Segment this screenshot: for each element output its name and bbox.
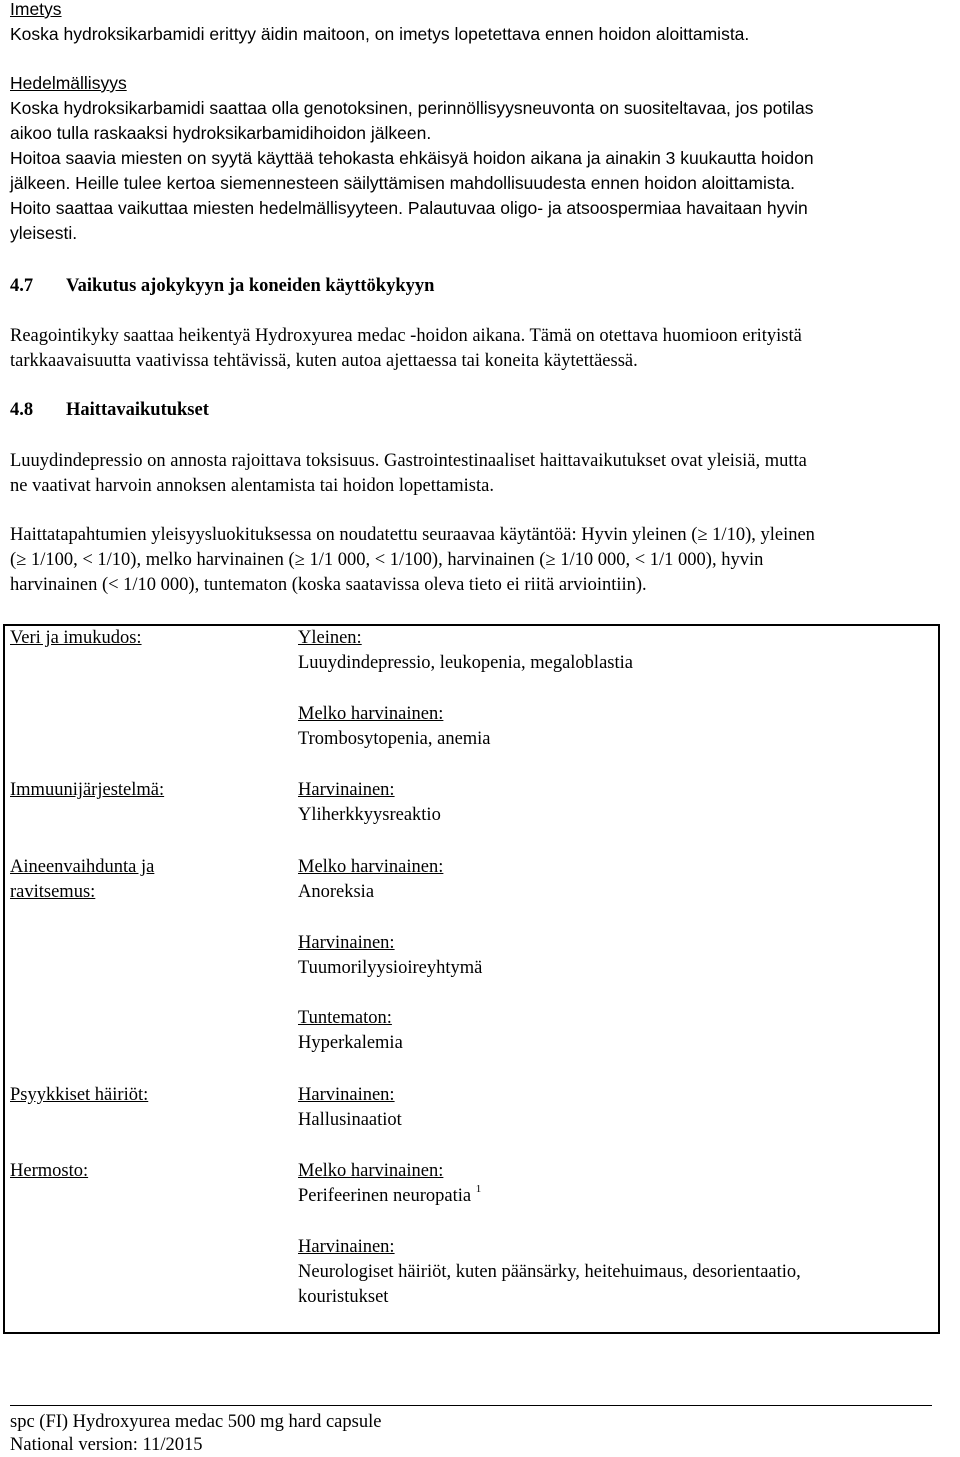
section-body-4-8-para1 xyxy=(10,449,955,499)
section-number: 4.8 xyxy=(10,400,34,420)
soc-label: Immuunijärjestelmä: xyxy=(10,780,165,800)
footer-version: National version: 11/2015 xyxy=(10,1435,203,1455)
paragraph-line: Koska hydroksikarbamidi erittyy äidin maitoon, on imetys lopetettava ennen hoidon aloittamista. xyxy=(10,24,750,44)
section-heading-4-8 xyxy=(10,398,209,423)
effects-blood-2 xyxy=(298,702,491,752)
frequency-label: Harvinainen: xyxy=(298,933,395,953)
effects-psychiatric xyxy=(298,1083,402,1133)
effects-metabolism xyxy=(298,855,443,905)
soc-psychiatric xyxy=(10,1083,148,1108)
effects-metabolism-3 xyxy=(298,1006,403,1056)
soc-label: ravitsemus: xyxy=(10,882,96,902)
paragraph-line: ne vaativat harvoin annoksen alentamista tai hoidon lopettamista. xyxy=(10,476,494,496)
section-title: Haittavaikutukset xyxy=(66,400,209,420)
paragraph-line: yleisesti. xyxy=(10,223,78,243)
frequency-label: Harvinainen: xyxy=(298,1237,395,1257)
effect-text: Anoreksia xyxy=(298,882,375,902)
effect-text: Tuumorilyysioireyhtymä xyxy=(298,958,483,978)
section-imetys xyxy=(10,0,955,47)
effect-text: kouristukset xyxy=(298,1287,389,1307)
effects-nervous xyxy=(298,1159,481,1209)
paragraph-line: Koska hydroksikarbamidi saattaa olla genotoksinen, perinnöllisyysneuvonta on suositeltavaa, jos potilas xyxy=(10,98,814,118)
frequency-label: Melko harvinainen: xyxy=(298,704,444,724)
section-title: Vaikutus ajokykyyn ja koneiden käyttökykyyn xyxy=(66,276,435,296)
effect-text: Hyperkalemia xyxy=(298,1033,403,1053)
paragraph-line: jälkeen. Heille tulee kertoa siemennesteen säilyttämisen mahdollisuudesta ennen hoidon aloittamista. xyxy=(10,173,796,193)
effect-text: Neurologiset häiriöt, kuten päänsärky, heitehuimaus, desorientaatio, xyxy=(298,1262,801,1282)
soc-label: Psyykkiset häiriöt: xyxy=(10,1085,149,1105)
frequency-label: Harvinainen: xyxy=(298,780,395,800)
section-title-imetys: Imetys xyxy=(10,0,62,19)
effect-text: Perifeerinen neuropatia xyxy=(298,1186,472,1206)
effect-text: Trombosytopenia, anemia xyxy=(298,729,491,749)
frequency-label: Tuntematon: xyxy=(298,1008,392,1028)
section-hedelmallisyys xyxy=(10,71,955,246)
paragraph-line: Haittatapahtumien yleisyysluokituksessa on noudatettu seuraavaa käytäntöä: Hyvin yleinen (≥ 1/10), yleinen xyxy=(10,525,815,545)
effect-text: Luuydindepressio, leukopenia, megaloblastia xyxy=(298,653,633,673)
footer-rule xyxy=(10,1405,932,1406)
effects-nervous-2 xyxy=(298,1235,801,1310)
section-title-hedelmallisyys: Hedelmällisyys xyxy=(10,73,127,93)
footer xyxy=(10,1411,381,1457)
footnote-marker: 1 xyxy=(475,1183,482,1195)
effect-text xyxy=(298,1184,481,1209)
frequency-label: Yleinen: xyxy=(298,628,362,648)
soc-label: Aineenvaihdunta ja xyxy=(10,857,155,877)
paragraph-line: Hoitoa saavia miesten on syytä käyttää tehokasta ehkäisyä hoidon aikana ja ainakin 3 kuukautta hoidon xyxy=(10,148,814,168)
section-body-4-7 xyxy=(10,324,955,374)
paragraph-line: harvinainen (< 1/10 000), tuntematon (koska saatavissa oleva tieto ei riitä arviointiin). xyxy=(10,575,647,595)
soc-nervous xyxy=(10,1159,88,1184)
footer-document-id: spc (FI) Hydroxyurea medac 500 mg hard capsule xyxy=(10,1412,382,1432)
frequency-label: Melko harvinainen: xyxy=(298,857,444,877)
effects-blood xyxy=(298,626,633,676)
soc-metabolism xyxy=(10,855,154,905)
section-number: 4.7 xyxy=(10,276,34,296)
paragraph-line: Luuydindepressio on annosta rajoittava toksisuus. Gastrointestinaaliset haittavaikutukset ovat yleisiä, mutta xyxy=(10,451,807,471)
paragraph-line: tarkkaavaisuutta vaativissa tehtävissä, kuten autoa ajettaessa tai koneita käytettäessä. xyxy=(10,351,638,371)
soc-label: Hermosto: xyxy=(10,1161,89,1181)
frequency-label: Melko harvinainen: xyxy=(298,1161,444,1181)
section-body-4-8-para2 xyxy=(10,523,955,598)
paragraph-line: (≥ 1/100, < 1/10), melko harvinainen (≥ 1/1 000, < 1/100), harvinainen (≥ 1/10 000, < 1/1 000), hyvin xyxy=(10,550,764,570)
paragraph-line: Reagointikyky saattaa heikentyä Hydroxyurea medac -hoidon aikana. Tämä on otettava huomioon erityistä xyxy=(10,326,802,346)
effects-metabolism-2 xyxy=(298,931,482,981)
effects-immune xyxy=(298,778,441,828)
effect-text: Yliherkkyysreaktio xyxy=(298,805,441,825)
paragraph-line: aikoo tulla raskaaksi hydroksikarbamidihoidon jälkeen. xyxy=(10,123,432,143)
effect-text: Hallusinaatiot xyxy=(298,1110,402,1130)
section-heading-4-7 xyxy=(10,274,434,299)
soc-blood xyxy=(10,626,142,651)
paragraph-line: Hoito saattaa vaikuttaa miesten hedelmällisyyteen. Palautuvaa oligo- ja atsoospermiaa havaitaan hyvin xyxy=(10,198,808,218)
soc-immune xyxy=(10,778,164,803)
frequency-label: Harvinainen: xyxy=(298,1085,395,1105)
soc-label: Veri ja imukudos: xyxy=(10,628,142,648)
